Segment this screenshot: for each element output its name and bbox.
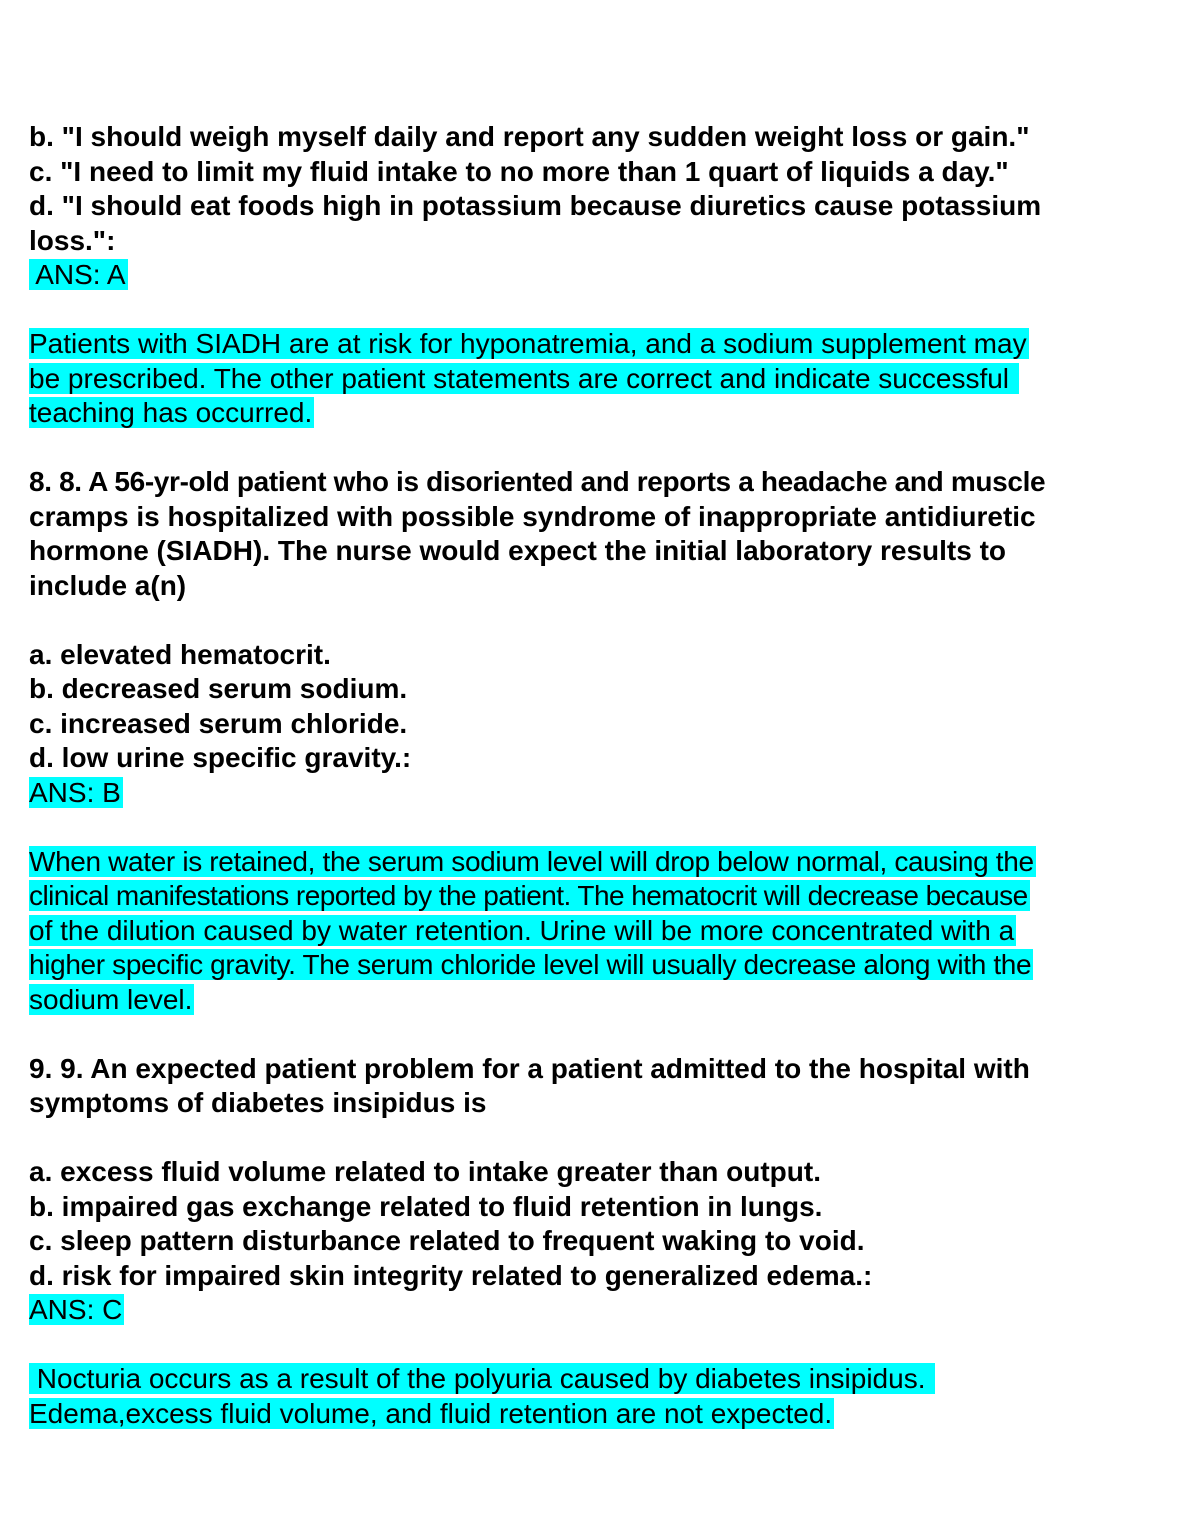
answer-9 xyxy=(29,1293,1169,1328)
answer-7 xyxy=(29,258,1169,293)
option-c: c. increased serum chloride. xyxy=(29,707,408,739)
question-9-options xyxy=(29,1155,1169,1293)
question-8-stem-line-4: include a(n) xyxy=(29,569,187,601)
rationale-8 xyxy=(29,845,1169,1018)
rationale-8-text-4: higher specific gravity. The serum chloride level will usually decrease along with the xyxy=(29,949,1032,980)
rationale-8-text-2: clinical manifestations reported by the patient. The hematocrit will decrease because xyxy=(29,880,1028,911)
answer-9-text: ANS: C xyxy=(29,1294,123,1325)
spacer xyxy=(29,1328,1169,1363)
document-page xyxy=(29,120,1169,1431)
spacer xyxy=(29,1017,1169,1052)
rationale-7-line-1 xyxy=(29,327,1169,362)
question-8-stem-line-2: cramps is hospitalized with possible syndrome of inappropriate antidiuretic xyxy=(29,500,1036,532)
option-c: c. "I need to limit my fluid intake to no more than 1 quart of liquids a day." xyxy=(29,155,1009,187)
option-c: c. sleep pattern disturbance related to frequent waking to void. xyxy=(29,1225,865,1256)
rationale-8-line-2 xyxy=(29,879,1169,914)
spacer xyxy=(29,603,1169,638)
rationale-9-line-2 xyxy=(29,1397,1169,1432)
rationale-8-text-1: When water is retained, the serum sodium level will drop below normal, causing the xyxy=(29,845,1034,877)
rationale-8-line-4 xyxy=(29,948,1169,983)
answer-7-text: ANS: A xyxy=(29,259,126,290)
question-9-stem xyxy=(29,1052,1169,1121)
rationale-7-text-3: teaching has occurred. xyxy=(29,397,313,428)
question-8-options xyxy=(29,638,1169,776)
question-7-options xyxy=(29,120,1169,258)
question-9-stem-line-1: 9. 9. An expected patient problem for a patient admitted to the hospital with xyxy=(29,1052,1030,1084)
option-b: b. impaired gas exchange related to fluid retention in lungs. xyxy=(29,1190,823,1222)
rationale-7-line-3 xyxy=(29,396,1169,431)
option-b: b. decreased serum sodium. xyxy=(29,673,408,704)
spacer xyxy=(29,431,1169,466)
answer-8-text: ANS: B xyxy=(29,776,121,808)
rationale-9-text-2: Edema,excess fluid volume, and fluid retention are not expected. xyxy=(29,1397,833,1429)
option-b: b. "I should weigh myself daily and report any sudden weight loss or gain." xyxy=(29,121,1030,152)
option-d: d. low urine specific gravity.: xyxy=(29,742,412,773)
question-9-stem-line-2: symptoms of diabetes insipidus is xyxy=(29,1087,487,1118)
rationale-9 xyxy=(29,1362,1169,1431)
rationale-8-text-3: of the dilution caused by water retention. Urine will be more concentrated with a xyxy=(29,914,1015,946)
question-8-stem-line-1: 8. 8. A 56-yr-old patient who is disoriented and reports a headache and muscle xyxy=(29,466,1046,497)
rationale-8-text-5: sodium level. xyxy=(29,983,193,1015)
rationale-7-line-2 xyxy=(29,362,1169,397)
question-8-stem xyxy=(29,465,1169,603)
answer-8 xyxy=(29,776,1169,811)
rationale-7 xyxy=(29,327,1169,431)
spacer xyxy=(29,293,1169,328)
option-d: d. risk for impaired skin integrity related to generalized edema.: xyxy=(29,1259,873,1291)
rationale-8-line-5 xyxy=(29,983,1169,1018)
option-a: a. excess fluid volume related to intake greater than output. xyxy=(29,1156,821,1187)
rationale-9-text-1: Nocturia occurs as a result of the polyuria caused by diabetes insipidus. xyxy=(29,1363,934,1394)
spacer xyxy=(29,810,1169,845)
question-8-stem-line-3: hormone (SIADH). The nurse would expect the initial laboratory results to xyxy=(29,535,1007,566)
rationale-7-text-1: Patients with SIADH are at risk for hyponatremia, and a sodium supplement may xyxy=(29,328,1027,359)
option-d: d. "I should eat foods high in potassium because diuretics cause potassium xyxy=(29,190,1042,221)
spacer xyxy=(29,1121,1169,1156)
rationale-8-line-1 xyxy=(29,845,1169,880)
rationale-8-line-3 xyxy=(29,914,1169,949)
option-a: a. elevated hematocrit. xyxy=(29,638,331,670)
option-d-continued: loss.": xyxy=(29,224,116,256)
rationale-7-text-2: be prescribed. The other patient statements are correct and indicate successful xyxy=(29,362,1017,394)
rationale-9-line-1 xyxy=(29,1362,1169,1397)
